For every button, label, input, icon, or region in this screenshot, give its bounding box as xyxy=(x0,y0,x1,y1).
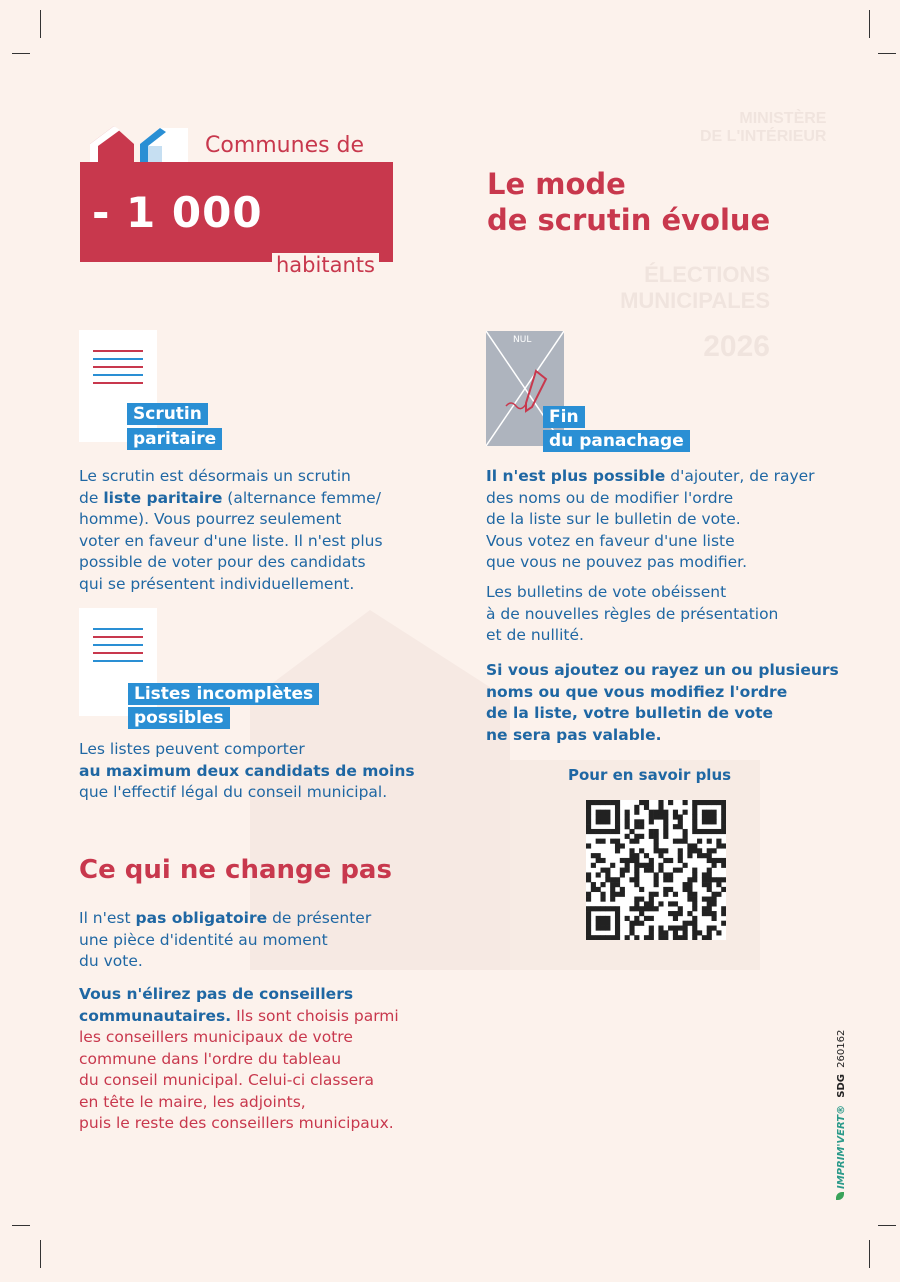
header-big-number: - 1 000 xyxy=(92,188,263,237)
crop-mark xyxy=(869,1240,870,1268)
label-fin: Fin xyxy=(543,406,585,428)
text-span: Ils sont choisis parmi xyxy=(231,1006,399,1025)
text-span: (alternance femme/ xyxy=(222,488,381,507)
text-line: Les listes peuvent comporter xyxy=(79,740,305,758)
text-line: homme). Vous pourrez seulement xyxy=(79,510,342,528)
listes-text xyxy=(79,739,415,804)
text-line: Le scrutin est désormais un scrutin xyxy=(79,467,351,485)
ghost-ministry xyxy=(700,110,826,146)
unchanged-text-1 xyxy=(79,908,371,973)
scrutin-text xyxy=(79,466,383,595)
text-bold: liste paritaire xyxy=(103,488,223,507)
text-span: Il n'est xyxy=(79,909,136,927)
leaf-icon xyxy=(836,1192,844,1200)
text-line xyxy=(486,466,815,488)
text-line: une pièce d'identité au moment xyxy=(79,930,328,949)
text-line: possible de voter pour des candidats xyxy=(79,553,366,571)
text-bold: Il n'est plus possible xyxy=(486,467,666,485)
crop-mark xyxy=(12,1225,30,1226)
panachage-text-1 xyxy=(486,466,815,574)
text-line: les conseillers municipaux de votre xyxy=(79,1028,353,1046)
text-line xyxy=(79,1006,399,1028)
crop-mark xyxy=(869,10,870,38)
text-line: à de nouvelles règles de présentation xyxy=(486,604,779,623)
text-span: de présenter xyxy=(267,909,372,927)
text-line: Si vous ajoutez ou rayez un ou plusieurs xyxy=(486,661,839,679)
text-line: du conseil municipal. Celui-ci classera xyxy=(79,1071,374,1089)
panachage-text-3 xyxy=(486,660,839,746)
label-possibles: possibles xyxy=(128,707,230,729)
text-line: noms ou que vous modifiez l'ordre xyxy=(486,682,788,701)
ghost-elections xyxy=(620,262,770,363)
crop-mark xyxy=(878,1225,896,1226)
text-line: que vous ne pouvez pas modifier. xyxy=(486,553,748,571)
text-line: que l'effectif légal du conseil municipal. xyxy=(79,783,388,801)
list-document-icon xyxy=(79,330,157,442)
text-line: des noms ou de modifier l'ordre xyxy=(486,488,734,507)
mode-title xyxy=(487,166,770,238)
text-line: en tête le maire, les adjoints, xyxy=(79,1092,306,1111)
text-bold: Vous n'élirez pas de conseillers xyxy=(79,985,354,1003)
text-line: et de nullité. xyxy=(486,626,584,644)
imprint-brand: IMPRIM'VERT® xyxy=(836,1104,847,1189)
label-paritaire: paritaire xyxy=(127,428,222,450)
text-line xyxy=(79,488,383,510)
imprint-code: 260162 xyxy=(836,1029,847,1068)
section-title-unchanged: Ce qui ne change pas xyxy=(79,855,392,885)
mode-title-line: de scrutin évolue xyxy=(487,203,771,237)
mode-title-line: Le mode xyxy=(487,167,626,201)
text-line xyxy=(79,761,415,783)
text-line: du vote. xyxy=(79,952,143,970)
text-line: ne sera pas valable. xyxy=(486,725,662,744)
text-line: Vous votez en faveur d'une liste xyxy=(486,531,735,550)
text-line: de la liste sur le bulletin de vote. xyxy=(486,510,741,528)
label-du-panachage: du panachage xyxy=(543,430,690,452)
imprint-text xyxy=(836,1030,847,1200)
ballot-icon xyxy=(486,331,564,446)
crop-mark xyxy=(12,53,30,54)
ghost-text: MUNICIPALES xyxy=(620,288,770,313)
imprint-sdg: SDG xyxy=(836,1074,847,1098)
ghost-text: ÉLECTIONS xyxy=(644,262,770,287)
text-line xyxy=(79,908,371,930)
crop-mark xyxy=(40,1240,41,1268)
text-line: Les bulletins de vote obéissent xyxy=(486,583,727,601)
text-line: de la liste, votre bulletin de vote xyxy=(486,704,774,722)
label-scrutin: Scrutin xyxy=(127,403,208,425)
label-listes: Listes incomplètes xyxy=(128,683,319,705)
crop-mark xyxy=(40,10,41,38)
text-line: voter en faveur d'une liste. Il n'est plus xyxy=(79,531,383,550)
text-line xyxy=(79,984,399,1006)
unchanged-text-2 xyxy=(79,984,399,1135)
text-line: puis le reste des conseillers municipaux. xyxy=(79,1114,394,1132)
ghost-text: DE L'INTÉRIEUR xyxy=(700,128,827,145)
text-bold: au maximum deux candidats de moins xyxy=(79,761,415,780)
ghost-text: 2026 xyxy=(703,330,770,363)
header-top-text: Communes de xyxy=(205,133,365,158)
crop-mark xyxy=(878,53,896,54)
crossed-ballot-icon xyxy=(486,331,564,446)
qr-code[interactable] xyxy=(586,800,726,940)
text-span: d'ajouter, de rayer xyxy=(665,467,815,485)
more-info-link[interactable]: Pour en savoir plus xyxy=(568,766,732,784)
panachage-text-2 xyxy=(486,582,778,647)
text-line: commune dans l'ordre du tableau xyxy=(79,1049,342,1068)
ghost-text: MINISTÈRE xyxy=(739,110,827,127)
text-line: qui se présentent individuellement. xyxy=(79,574,355,593)
text-bold: communautaires. xyxy=(79,1006,232,1025)
header-bottom-text: habitants xyxy=(272,253,379,277)
ballot-nul-text: NUL xyxy=(513,335,532,345)
text-bold: pas obligatoire xyxy=(135,909,268,927)
text-span: de xyxy=(79,488,104,507)
